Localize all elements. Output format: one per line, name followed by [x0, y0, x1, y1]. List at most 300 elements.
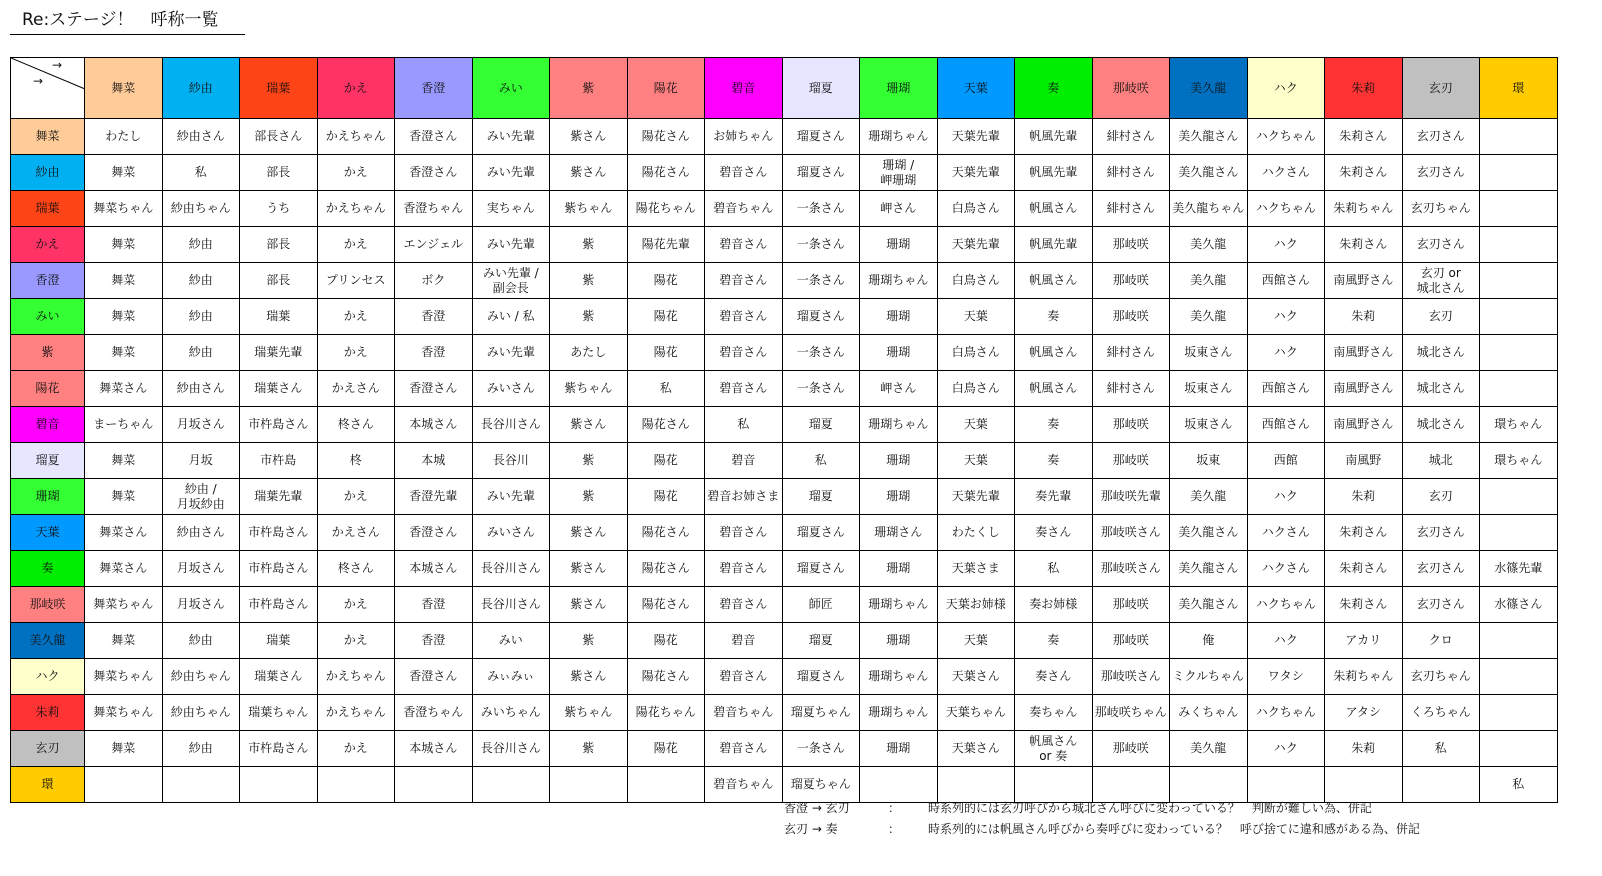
table-cell: 香澄ちゃん	[395, 191, 473, 227]
table-cell: 本城さん	[395, 407, 473, 443]
table-cell: 美久龍さん	[1170, 551, 1248, 587]
table-cell: 美久龍	[1170, 479, 1248, 515]
table-cell: 一条さん	[782, 191, 860, 227]
table-cell	[1480, 695, 1558, 731]
notes	[784, 798, 1420, 840]
table-cell: 碧音ちゃん	[705, 767, 783, 803]
column-header: ハク	[1247, 58, 1325, 119]
table-cell: 長谷川さん	[472, 407, 550, 443]
title-underline	[10, 34, 245, 35]
table-cell: 本城さん	[395, 731, 473, 767]
table-cell: 陽花ちゃん	[627, 695, 705, 731]
table-cell: 碧音さん	[705, 371, 783, 407]
table-cell: 柊	[317, 443, 395, 479]
table-cell: かえ	[317, 227, 395, 263]
column-header: 紗由	[162, 58, 240, 119]
column-header: 碧音	[705, 58, 783, 119]
table-row	[11, 695, 1558, 731]
column-header: 瑞葉	[240, 58, 318, 119]
table-cell: ハクさん	[1247, 551, 1325, 587]
table-cell: 帆風さん	[1015, 263, 1093, 299]
row-header: 紗由	[11, 155, 85, 191]
table-cell: 南風野さん	[1325, 335, 1403, 371]
column-header: 玄刃	[1402, 58, 1480, 119]
table-cell: 月坂さん	[162, 551, 240, 587]
table-cell: みい先輩	[472, 227, 550, 263]
table-row	[11, 659, 1558, 695]
table-cell: 瑠夏さん	[782, 155, 860, 191]
row-header: 天葉	[11, 515, 85, 551]
table-cell: 私	[1015, 551, 1093, 587]
table-cell: 紫	[550, 299, 628, 335]
table-cell: 天葉さま	[937, 551, 1015, 587]
table-cell: 朱莉	[1325, 479, 1403, 515]
table-cell: 玄刃	[1402, 299, 1480, 335]
table-cell: 紫	[550, 263, 628, 299]
table-cell: 紗由ちゃん	[162, 695, 240, 731]
page-title: Re:ステージ！ 呼称一覧	[22, 10, 219, 30]
table-cell: 碧音さん	[705, 335, 783, 371]
table-cell: 那岐咲	[1092, 407, 1170, 443]
row-header: みい	[11, 299, 85, 335]
column-header: 環	[1480, 58, 1558, 119]
column-header: 朱莉	[1325, 58, 1403, 119]
table-cell: 香澄先輩	[395, 479, 473, 515]
table-cell: 瑞葉ちゃん	[240, 695, 318, 731]
table-cell: 朱莉さん	[1325, 227, 1403, 263]
table-cell: かえちゃん	[317, 695, 395, 731]
row-header: 玄刃	[11, 731, 85, 767]
table-cell: 岬さん	[860, 371, 938, 407]
table-cell: 帆風さん	[1015, 371, 1093, 407]
column-header: 美久龍	[1170, 58, 1248, 119]
table-cell: 奏	[1015, 623, 1093, 659]
table-cell: 珊瑚ちゃん	[860, 695, 938, 731]
table-cell: 部長	[240, 227, 318, 263]
nickname-table	[10, 57, 1558, 803]
table-row	[11, 299, 1558, 335]
table-cell: 紫さん	[550, 119, 628, 155]
table-row	[11, 623, 1558, 659]
table-cell: 舞菜ちゃん	[85, 587, 163, 623]
table-cell: 美久龍	[1170, 227, 1248, 263]
table-cell: 那岐咲	[1092, 443, 1170, 479]
table-cell: 城北	[1402, 443, 1480, 479]
table-cell: 白鳥さん	[937, 371, 1015, 407]
table-cell: 那岐咲先輩	[1092, 479, 1170, 515]
table-cell: 月坂さん	[162, 407, 240, 443]
table-cell: 那岐咲	[1092, 299, 1170, 335]
table-cell: 天葉ちゃん	[937, 695, 1015, 731]
table-cell: 緋村さん	[1092, 191, 1170, 227]
table-cell: かえちゃん	[317, 119, 395, 155]
table-cell: 紫ちゃん	[550, 191, 628, 227]
table-cell: 舞菜ちゃん	[85, 659, 163, 695]
table-cell: 帆風さん	[1015, 191, 1093, 227]
table-cell: 陽花さん	[627, 551, 705, 587]
row-header: 陽花	[11, 371, 85, 407]
table-row	[11, 155, 1558, 191]
table-row	[11, 551, 1558, 587]
table-cell: ハクちゃん	[1247, 695, 1325, 731]
table-cell: 長谷川さん	[472, 731, 550, 767]
table-cell: ハクさん	[1247, 155, 1325, 191]
table-cell: 瑠夏さん	[782, 515, 860, 551]
table-cell	[1480, 371, 1558, 407]
table-cell: 香澄ちゃん	[395, 695, 473, 731]
row-header: 珊瑚	[11, 479, 85, 515]
table-cell: 瑠夏さん	[782, 119, 860, 155]
table-cell	[1480, 731, 1558, 767]
table-cell: 珊瑚ちゃん	[860, 119, 938, 155]
table-cell: 舞菜	[85, 335, 163, 371]
table-cell: 私	[627, 371, 705, 407]
table-cell: ハクちゃん	[1247, 587, 1325, 623]
arrow-right-icon: →	[51, 58, 62, 72]
table-cell: ハク	[1247, 623, 1325, 659]
table-cell	[550, 767, 628, 803]
table-cell: わたし	[85, 119, 163, 155]
table-cell: 紫ちゃん	[550, 695, 628, 731]
table-cell: 那岐咲	[1092, 263, 1170, 299]
table-cell: 舞菜	[85, 299, 163, 335]
table-cell: 朱莉	[1325, 299, 1403, 335]
table-row	[11, 731, 1558, 767]
table-cell: かえさん	[317, 371, 395, 407]
table-cell: 俺	[1170, 623, 1248, 659]
table-cell: 水篠さん	[1480, 587, 1558, 623]
table-cell: 舞菜	[85, 263, 163, 299]
table-cell: 緋村さん	[1092, 335, 1170, 371]
column-header: 天葉	[937, 58, 1015, 119]
table-cell: 香澄	[395, 623, 473, 659]
table-cell: 舞菜	[85, 443, 163, 479]
table-cell: みいさん	[472, 515, 550, 551]
table-cell: ハクさん	[1247, 515, 1325, 551]
arrow-right-icon: →	[33, 74, 44, 88]
table-cell: みぃみぃ	[472, 659, 550, 695]
table-cell: 城北さん	[1402, 407, 1480, 443]
table-cell: 一条さん	[782, 335, 860, 371]
table-cell: 長谷川さん	[472, 587, 550, 623]
table-cell	[1480, 659, 1558, 695]
row-header: 香澄	[11, 263, 85, 299]
table-cell: 天葉さん	[937, 659, 1015, 695]
table-cell: ハク	[1247, 335, 1325, 371]
table-cell: ワタシ	[1247, 659, 1325, 695]
table-cell: 瑠夏さん	[782, 659, 860, 695]
table-cell: かえ	[317, 335, 395, 371]
table-cell: 南風野	[1325, 443, 1403, 479]
table-cell: 朱莉さん	[1325, 587, 1403, 623]
table-cell: ハク	[1247, 227, 1325, 263]
table-cell: 舞菜ちゃん	[85, 191, 163, 227]
table-cell: 碧音さん	[705, 587, 783, 623]
table-cell: 玄刃さん	[1402, 119, 1480, 155]
table-cell: エンジェル	[395, 227, 473, 263]
table-cell: 那岐咲さん	[1092, 515, 1170, 551]
table-cell	[1480, 191, 1558, 227]
table-cell: 瑞葉	[240, 299, 318, 335]
table-cell: 珊瑚 / 岬珊瑚	[860, 155, 938, 191]
table-cell: 香澄さん	[395, 371, 473, 407]
table-cell: みい先輩	[472, 155, 550, 191]
table-cell: 舞菜	[85, 731, 163, 767]
table-cell: みい先輩	[472, 479, 550, 515]
row-header: 美久龍	[11, 623, 85, 659]
table-cell: 私	[1480, 767, 1558, 803]
table-cell: 玄刃さん	[1402, 155, 1480, 191]
table-cell: 白鳥さん	[937, 263, 1015, 299]
table-cell: 碧音ちゃん	[705, 695, 783, 731]
table-cell: 紗由	[162, 731, 240, 767]
table-cell: 紗由	[162, 263, 240, 299]
table-cell: 紗由	[162, 623, 240, 659]
row-header: 那岐咲	[11, 587, 85, 623]
table-cell	[240, 767, 318, 803]
table-cell: みいちゃん	[472, 695, 550, 731]
table-cell: 珊瑚	[860, 299, 938, 335]
table-cell: 美久龍ちゃん	[1170, 191, 1248, 227]
table-cell: 師匠	[782, 587, 860, 623]
table-cell: 碧音ちゃん	[705, 191, 783, 227]
table-cell: クロ	[1402, 623, 1480, 659]
table-cell: 玄刃さん	[1402, 551, 1480, 587]
table-cell: アタシ	[1325, 695, 1403, 731]
table-cell: 朱莉ちゃん	[1325, 659, 1403, 695]
table-cell: 碧音さん	[705, 227, 783, 263]
table-cell: 西館さん	[1247, 263, 1325, 299]
column-header: 紫	[550, 58, 628, 119]
table-cell: 陽花さん	[627, 155, 705, 191]
table-cell: 那岐咲	[1092, 731, 1170, 767]
table-cell: 玄刃さん	[1402, 515, 1480, 551]
table-cell: 市杵島さん	[240, 587, 318, 623]
table-cell: 天葉先輩	[937, 227, 1015, 263]
table-cell: 陽花	[627, 299, 705, 335]
table-cell: みい先輩	[472, 335, 550, 371]
note-colon: ：	[888, 801, 901, 815]
table-cell: 紫ちゃん	[550, 371, 628, 407]
table-cell: 碧音	[705, 623, 783, 659]
row-header: 紫	[11, 335, 85, 371]
table-cell: 坂東さん	[1170, 407, 1248, 443]
table-cell: 帆風先輩	[1015, 227, 1093, 263]
table-cell: 月坂	[162, 443, 240, 479]
table-cell: 陽花さん	[627, 659, 705, 695]
table-cell: 瑠夏ちゃん	[782, 695, 860, 731]
table-cell	[317, 767, 395, 803]
table-cell	[1480, 479, 1558, 515]
table-cell: 珊瑚	[860, 227, 938, 263]
table-row	[11, 515, 1558, 551]
table-cell: かえ	[317, 479, 395, 515]
row-header: 瑞葉	[11, 191, 85, 227]
table-cell: 那岐咲ちゃん	[1092, 695, 1170, 731]
table-cell: 市杵島さん	[240, 551, 318, 587]
table-cell: 碧音さん	[705, 263, 783, 299]
table-cell: 陽花	[627, 263, 705, 299]
table-cell: 紗由さん	[162, 119, 240, 155]
table-cell: 陽花	[627, 623, 705, 659]
table-cell: 瑞葉さん	[240, 371, 318, 407]
table-cell: 市杵島さん	[240, 731, 318, 767]
table-cell: 城北さん	[1402, 371, 1480, 407]
table-row	[11, 587, 1558, 623]
column-header: 舞菜	[85, 58, 163, 119]
table-cell: 天葉お姉様	[937, 587, 1015, 623]
table-cell: 玄刃ちゃん	[1402, 191, 1480, 227]
table-cell: 陽花さん	[627, 515, 705, 551]
table-cell: かえさん	[317, 515, 395, 551]
table-cell: 紫さん	[550, 659, 628, 695]
table-cell	[1480, 119, 1558, 155]
table-cell: 南風野さん	[1325, 407, 1403, 443]
table-cell: かえ	[317, 299, 395, 335]
table-cell: 玄刃ちゃん	[1402, 659, 1480, 695]
table-cell: 環ちゃん	[1480, 443, 1558, 479]
table-cell: 碧音さん	[705, 551, 783, 587]
table-cell	[1480, 227, 1558, 263]
table-row	[11, 335, 1558, 371]
table-cell: 珊瑚	[860, 335, 938, 371]
table-cell: 実ちゃん	[472, 191, 550, 227]
table-cell: わたくし	[937, 515, 1015, 551]
table-cell: 部長さん	[240, 119, 318, 155]
column-header: みい	[472, 58, 550, 119]
table-cell: 香澄	[395, 587, 473, 623]
table-cell: 陽花	[627, 443, 705, 479]
column-header: 瑠夏	[782, 58, 860, 119]
table-cell: 私	[1402, 731, 1480, 767]
table-cell: 本城	[395, 443, 473, 479]
table-cell: プリンセス	[317, 263, 395, 299]
table-cell: 帆風先輩	[1015, 119, 1093, 155]
header-row	[11, 58, 1558, 119]
table-cell	[1480, 263, 1558, 299]
table-cell: 天葉	[937, 623, 1015, 659]
table-cell: 碧音さん	[705, 155, 783, 191]
table-cell: みくちゃん	[1170, 695, 1248, 731]
table-cell	[472, 767, 550, 803]
table-cell: ボク	[395, 263, 473, 299]
row-header: 奏	[11, 551, 85, 587]
table-cell: 紫さん	[550, 407, 628, 443]
table-cell: ミクルちゃん	[1170, 659, 1248, 695]
table-cell: 瑞葉さん	[240, 659, 318, 695]
table-cell: かえ	[317, 155, 395, 191]
table-cell: 紫	[550, 443, 628, 479]
table-cell: 碧音さん	[705, 659, 783, 695]
note-row	[784, 798, 1420, 819]
table-cell: 陽花ちゃん	[627, 191, 705, 227]
table-cell: 珊瑚ちゃん	[860, 587, 938, 623]
table-row	[11, 227, 1558, 263]
table-cell: 碧音	[705, 443, 783, 479]
table-cell: 珊瑚ちゃん	[860, 407, 938, 443]
column-header: かえ	[317, 58, 395, 119]
table-cell: 珊瑚	[860, 551, 938, 587]
table-row	[11, 263, 1558, 299]
table-cell: 南風野さん	[1325, 263, 1403, 299]
row-header: 碧音	[11, 407, 85, 443]
table-cell: 坂東	[1170, 443, 1248, 479]
table-cell: 紫	[550, 227, 628, 263]
table-cell: 白鳥さん	[937, 335, 1015, 371]
table-cell: 坂東さん	[1170, 335, 1248, 371]
table-cell: ハクちゃん	[1247, 191, 1325, 227]
table-cell: 帆風先輩	[1015, 155, 1093, 191]
table-cell: 美久龍	[1170, 263, 1248, 299]
table-cell: 珊瑚ちゃん	[860, 659, 938, 695]
table-cell: 香澄さん	[395, 155, 473, 191]
table-cell: 瑠夏さん	[782, 551, 860, 587]
row-header: かえ	[11, 227, 85, 263]
column-header: 奏	[1015, 58, 1093, 119]
table-cell: 陽花先輩	[627, 227, 705, 263]
table-cell: 美久龍さん	[1170, 515, 1248, 551]
table-cell: 紗由 / 月坂紗由	[162, 479, 240, 515]
table-cell: 那岐咲さん	[1092, 551, 1170, 587]
table-cell: 陽花	[627, 335, 705, 371]
table-cell: 奏お姉様	[1015, 587, 1093, 623]
table-cell: 西館さん	[1247, 407, 1325, 443]
table-cell: 南風野さん	[1325, 371, 1403, 407]
row-header: 舞菜	[11, 119, 85, 155]
table-cell: 紗由	[162, 227, 240, 263]
table-cell: 陽花	[627, 479, 705, 515]
table-cell: 美久龍さん	[1170, 587, 1248, 623]
table-cell: 舞菜さん	[85, 371, 163, 407]
table-cell: 瑠夏	[782, 623, 860, 659]
table-cell: 碧音さん	[705, 299, 783, 335]
column-header: 那岐咲	[1092, 58, 1170, 119]
table-cell: 緋村さん	[1092, 155, 1170, 191]
table-cell: 陽花さん	[627, 587, 705, 623]
table-cell: 天葉	[937, 299, 1015, 335]
table-cell: 舞菜さん	[85, 551, 163, 587]
table-cell: 月坂さん	[162, 587, 240, 623]
table-cell	[395, 767, 473, 803]
table-cell: 美久龍さん	[1170, 155, 1248, 191]
table-cell: 奏	[1015, 407, 1093, 443]
table-cell: うち	[240, 191, 318, 227]
table-cell: 緋村さん	[1092, 119, 1170, 155]
table-cell: 紫	[550, 479, 628, 515]
table-row	[11, 119, 1558, 155]
table-cell: 香澄さん	[395, 659, 473, 695]
table-cell: 珊瑚	[860, 443, 938, 479]
table-cell: 白鳥さん	[937, 191, 1015, 227]
table-row	[11, 443, 1558, 479]
table-cell: 私	[782, 443, 860, 479]
table-cell: 舞菜	[85, 623, 163, 659]
table-cell: 朱莉さん	[1325, 155, 1403, 191]
table-cell: みいさん	[472, 371, 550, 407]
table-cell: かえ	[317, 587, 395, 623]
table-cell: 奏ちゃん	[1015, 695, 1093, 731]
table-cell: みい先輩 / 副会長	[472, 263, 550, 299]
table-cell: 朱莉	[1325, 731, 1403, 767]
table-cell: あたし	[550, 335, 628, 371]
table-cell: 珊瑚	[860, 623, 938, 659]
table-cell: 奏先輩	[1015, 479, 1093, 515]
note-label: 玄刃 → 奏	[784, 822, 838, 836]
table-cell: 碧音さん	[705, 515, 783, 551]
table-cell: 一条さん	[782, 227, 860, 263]
table-cell: 市杵島さん	[240, 407, 318, 443]
table-cell: 帆風さん or 奏	[1015, 731, 1093, 767]
